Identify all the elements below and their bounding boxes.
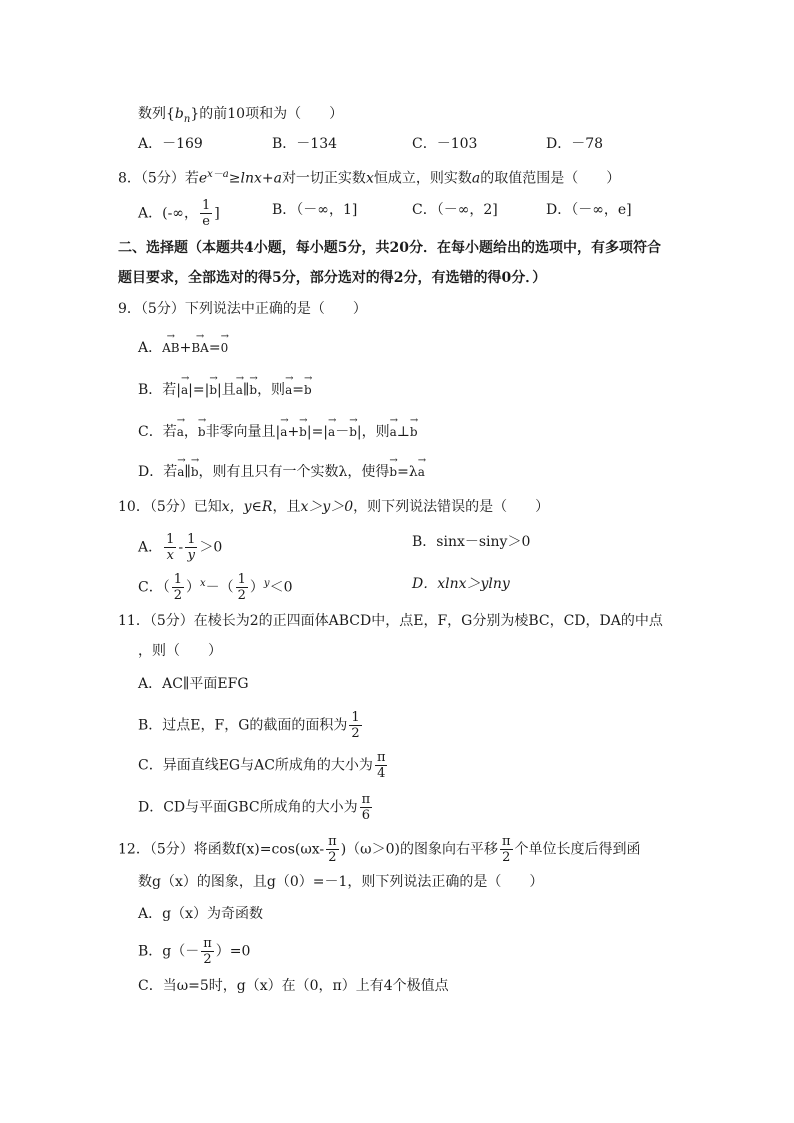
q10-option-b: B．sinx－siny＞0 xyxy=(412,534,531,550)
q8-head: 8．（5分）若 xyxy=(118,170,199,187)
q8-tail2: 恒成立，则实数 xyxy=(373,170,472,187)
q11-option-c xyxy=(138,750,389,781)
q10-stem-post: ，则下列说法错误的是（ ） xyxy=(353,499,550,515)
q11-b-pre: B．过点E，F，G的截面的面积为 xyxy=(138,717,348,734)
q11-option-b xyxy=(138,710,364,741)
q11-option-a: A．AC∥平面EFG xyxy=(138,676,249,692)
q8-a: a xyxy=(471,170,481,187)
section2-line2: 题目要求，全部选对的得5分，部分选对的得2分，有选错的得0分．） xyxy=(118,270,547,286)
q9-b-vec-b2: → b xyxy=(249,380,257,400)
q9-c-vec-b2: → b xyxy=(299,422,307,442)
q12-stem-frac1 xyxy=(326,834,339,865)
q9-b-vec-b3: → b xyxy=(304,380,312,400)
q9-a-vec-zero: → 0 xyxy=(221,338,229,358)
q10-a-den2: y xyxy=(187,548,195,563)
q8-a-den: e xyxy=(202,214,210,229)
q9-option-a xyxy=(138,338,228,358)
q9-b-pre: B．若| xyxy=(138,382,182,398)
q11-b-den: 2 xyxy=(351,726,360,741)
q8-tail: 对一切正实数 xyxy=(281,170,366,187)
q10-c-frac2 xyxy=(236,572,248,603)
q9-a-pre: A． xyxy=(138,340,163,356)
q9-d-mid: ，则有且只有一个实数λ，使得 xyxy=(198,464,390,480)
q11-c-num: π xyxy=(376,750,386,765)
q10-option-c xyxy=(138,572,293,603)
q10-stem-pre: 10．（5分）已知 xyxy=(118,499,222,515)
q12-stem-pre: 12．（5分）将函数f(x)=cos(ωx- xyxy=(118,841,325,858)
q9-c-vec-a4: → a xyxy=(390,422,397,442)
q9-c-vec-a2: → a xyxy=(280,422,287,442)
q12-option-b xyxy=(138,936,250,967)
q10-c-x: x xyxy=(200,577,206,589)
q12-stem-2: 数g（x）的图象，且g（0）=－1，则下列说法正确的是（ ） xyxy=(138,874,544,890)
q8-e: e xyxy=(198,170,208,187)
q7-n: n xyxy=(183,113,191,125)
q9-c-then: |，则 xyxy=(356,424,390,440)
q11-option-d xyxy=(138,792,374,823)
q7-tail-stem xyxy=(138,104,343,130)
q12-b-pre: B．g（－ xyxy=(138,943,200,960)
q10-c-num2: 1 xyxy=(237,572,246,587)
q10-c-minus: －（ xyxy=(205,579,234,596)
q10-a-den1: x xyxy=(166,548,174,563)
q10-xy: x，y∈R xyxy=(221,499,273,515)
q9-d-pre: D．若 xyxy=(138,464,178,480)
q10-c-mid2: ） xyxy=(249,579,264,596)
q11-d-den: 6 xyxy=(361,808,371,823)
q12-stem-num2: π xyxy=(501,834,511,849)
q8-stem xyxy=(118,165,620,189)
q8-option-d: D．（－∞，e] xyxy=(546,202,632,218)
q7-b: b xyxy=(174,106,184,122)
q10-c-den2: 2 xyxy=(237,588,246,603)
q9-c-pre: C．若 xyxy=(138,424,177,440)
q10-cond: x＞y＞0 xyxy=(300,499,354,515)
q10-a-minus: - xyxy=(178,539,184,556)
q8-option-b: B．（－∞，1] xyxy=(272,202,358,218)
q8-option-a xyxy=(138,198,220,229)
q12-stem-den2: 2 xyxy=(502,850,511,865)
q7-option-d: D．－78 xyxy=(546,136,604,152)
q10-a-pre: A． xyxy=(138,539,163,556)
q11-stem-2: ，则（ ） xyxy=(138,643,222,659)
q9-c-minus: － xyxy=(335,424,350,440)
q7-text-b: }的前10项和为（ ） xyxy=(190,106,344,122)
q8-exp: x－a xyxy=(207,169,229,180)
q9-b-mid: |=| xyxy=(188,382,210,398)
q9-a-vec-ab: → AB xyxy=(162,338,179,358)
q8-rest: ≥lnx+a xyxy=(228,170,282,187)
q9-d-vec-a2: → a xyxy=(418,462,425,482)
q12-stem-num1: π xyxy=(328,834,337,849)
q12-option-a: A．g（x）为奇函数 xyxy=(138,906,263,922)
q9-a-plus: + xyxy=(179,340,192,356)
q9-c-mid: 非零向量且| xyxy=(205,424,281,440)
q11-c-pre: C．异面直线EG与AC所成角的大小为 xyxy=(138,757,373,774)
q9-d-vec-b2: → b xyxy=(389,462,397,482)
q10-a-frac1 xyxy=(164,532,176,563)
q12-b-num: π xyxy=(203,936,212,951)
q7-option-b: B．－134 xyxy=(272,136,338,152)
q10-stem-mid: ，且 xyxy=(272,499,301,515)
q9-a-eq: = xyxy=(208,340,221,356)
q10-option-d: D．xlnx＞ylny xyxy=(412,576,510,592)
q9-b-vec-b: → b xyxy=(209,380,217,400)
q12-b-den: 2 xyxy=(203,952,212,967)
q12-option-c: C．当ω=5时，g（x）在（0，π）上有4个极值点 xyxy=(138,978,449,994)
q12-stem-post: 个单位长度后得到函 xyxy=(514,841,641,858)
q10-c-mid: ） xyxy=(186,579,200,596)
q11-d-num: π xyxy=(361,792,371,807)
q9-b-mid2: |且 xyxy=(217,382,236,398)
q9-stem: 9．（5分）下列说法中正确的是（ ） xyxy=(118,301,367,317)
q9-d-par: ∥ xyxy=(184,464,191,480)
q9-d-vec-b: → b xyxy=(191,462,199,482)
q8-a-post: ] xyxy=(214,205,220,222)
q9-b-par: ∥ xyxy=(242,382,250,398)
q9-c-vec-b4: → b xyxy=(410,422,418,442)
q9-b-then: ，则 xyxy=(257,382,286,398)
q9-a-vec-ba: → BA xyxy=(191,338,208,358)
q9-c-vec-a: → a xyxy=(177,422,184,442)
q11-stem-1: 11．（5分）在棱长为2的正四面体ABCD中，点E，F，G分别为棱BC，CD，DA的中点 xyxy=(118,613,663,629)
q8-a-pre: A．(-∞， xyxy=(138,205,198,222)
q10-a-num2: 1 xyxy=(187,532,196,547)
q7-option-c: C．－103 xyxy=(412,136,478,152)
q8-x: x xyxy=(365,170,374,187)
q9-d-eq: =λ xyxy=(397,464,418,480)
q9-c-vec-a3: → a xyxy=(328,422,335,442)
q9-c-comma: ， xyxy=(183,424,198,440)
q10-a-num1: 1 xyxy=(166,532,175,547)
q9-c-mid2: |=| xyxy=(306,424,329,440)
q8-option-c: C．（－∞，2] xyxy=(412,202,498,218)
q11-d-frac xyxy=(360,792,373,823)
q10-c-num1: 1 xyxy=(173,572,182,587)
q9-option-c xyxy=(138,422,418,442)
q10-c-y: y xyxy=(263,577,270,589)
q11-c-frac xyxy=(375,750,388,781)
q9-c-perp: ⊥ xyxy=(396,424,410,440)
q9-b-vec-a: → a xyxy=(181,380,188,400)
q10-c-post: ＜0 xyxy=(269,579,293,596)
q10-a-frac2 xyxy=(185,532,197,563)
q12-b-post: ）=0 xyxy=(215,943,251,960)
q9-b-vec-a3: → a xyxy=(285,380,292,400)
q9-option-b xyxy=(138,380,312,400)
q9-b-eq: = xyxy=(292,382,304,398)
q10-c-frac1 xyxy=(172,572,184,603)
q10-c-den1: 2 xyxy=(173,588,182,603)
q12-stem-1 xyxy=(118,834,641,865)
q11-c-den: 4 xyxy=(377,766,386,781)
q12-stem-frac2 xyxy=(500,834,513,865)
q9-c-plus: + xyxy=(287,424,300,440)
q12-stem-mid: )（ω＞0)的图象向右平移 xyxy=(340,841,498,858)
q7-text-a: 数列{ xyxy=(138,106,175,122)
q11-d-pre: D．CD与平面GBC所成角的大小为 xyxy=(138,799,358,816)
q10-c-pre: C．（ xyxy=(138,579,170,596)
q10-option-a xyxy=(138,532,222,563)
q7-option-a: A．－169 xyxy=(138,136,203,152)
q9-option-d xyxy=(138,462,425,482)
q9-d-vec-a: → a xyxy=(177,462,184,482)
q10-stem xyxy=(118,497,549,517)
section2-line1: 二、选择题（本题共4小题，每小题5分，共20分．在每小题给出的选项中，有多项符合 xyxy=(118,240,661,256)
q11-b-frac xyxy=(349,710,361,741)
q8-tail3: 的取值范围是（ ） xyxy=(480,170,621,187)
q11-b-num: 1 xyxy=(351,710,360,725)
q9-b-vec-a2: → a xyxy=(236,380,243,400)
q12-stem-den1: 2 xyxy=(328,850,337,865)
q10-a-post: ＞0 xyxy=(199,539,223,556)
q8-a-frac xyxy=(200,198,212,229)
q9-c-vec-b: → b xyxy=(198,422,206,442)
q12-b-frac xyxy=(201,936,214,967)
q8-a-num: 1 xyxy=(201,198,211,213)
q9-c-vec-b3: → b xyxy=(349,422,357,442)
